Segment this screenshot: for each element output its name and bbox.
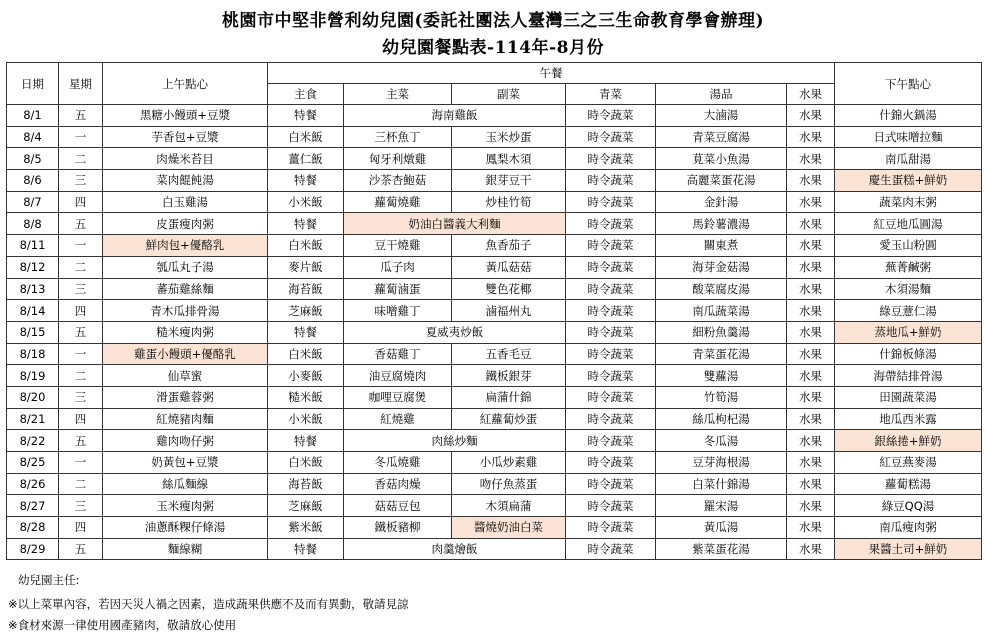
main-dish-cell: 沙茶杏鮑菇 bbox=[344, 170, 452, 192]
pm-snack-cell: 日式味噌拉麵 bbox=[835, 126, 982, 148]
soup-cell: 關東煮 bbox=[656, 235, 787, 257]
header-am-snack: 上午點心 bbox=[103, 63, 268, 105]
table-row bbox=[7, 517, 982, 539]
side-dish-cell: 小瓜炒素雞 bbox=[452, 452, 566, 474]
soup-cell: 莧菜小魚湯 bbox=[656, 148, 787, 170]
weekday-cell: 一 bbox=[59, 452, 103, 474]
vegetable-cell: 時令蔬菜 bbox=[566, 321, 656, 343]
pm-snack-cell: 蕪菁鹹粥 bbox=[835, 256, 982, 278]
fruit-cell: 水果 bbox=[787, 321, 835, 343]
lunch-combined-cell: 夏威夷炒飯 bbox=[344, 321, 566, 343]
table-row bbox=[7, 386, 982, 408]
date-cell: 8/13 bbox=[7, 278, 59, 300]
soup-cell: 青菜豆腐湯 bbox=[656, 126, 787, 148]
vegetable-cell: 時令蔬菜 bbox=[566, 126, 656, 148]
main-dish-cell: 咖哩豆腐煲 bbox=[344, 386, 452, 408]
am-snack-cell: 蕃茄雞絲麵 bbox=[103, 278, 268, 300]
date-cell: 8/28 bbox=[7, 517, 59, 539]
director-label: 幼兒園主任: bbox=[18, 573, 80, 587]
side-dish-cell: 醬燒奶油白菜 bbox=[452, 517, 566, 539]
fruit-cell: 水果 bbox=[787, 256, 835, 278]
staple-cell: 特餐 bbox=[268, 430, 344, 452]
fruit-cell: 水果 bbox=[787, 235, 835, 257]
vegetable-cell: 時令蔬菜 bbox=[566, 343, 656, 365]
date-cell: 8/12 bbox=[7, 256, 59, 278]
page-subtitle: 幼兒園餐點表-114年-8月份 bbox=[382, 38, 604, 58]
weekday-cell: 二 bbox=[59, 148, 103, 170]
staple-cell: 特餐 bbox=[268, 321, 344, 343]
staple-cell: 麥片飯 bbox=[268, 256, 344, 278]
lunch-combined-cell: 海南雞飯 bbox=[344, 105, 566, 127]
table-row bbox=[7, 321, 982, 343]
weekday-cell: 三 bbox=[59, 495, 103, 517]
pm-snack-cell: 什錦火鍋湯 bbox=[835, 105, 982, 127]
weekday-cell: 三 bbox=[59, 278, 103, 300]
soup-cell: 金針湯 bbox=[656, 191, 787, 213]
soup-cell: 白菜什錦湯 bbox=[656, 473, 787, 495]
side-dish-cell: 魚香茄子 bbox=[452, 235, 566, 257]
table-row bbox=[7, 430, 982, 452]
soup-cell: 竹筍湯 bbox=[656, 386, 787, 408]
weekday-cell: 三 bbox=[59, 386, 103, 408]
am-snack-cell: 肉燥米苔目 bbox=[103, 148, 268, 170]
header-main-dish: 主菜 bbox=[344, 84, 452, 105]
table-row bbox=[7, 235, 982, 257]
main-dish-cell: 菇菇豆包 bbox=[344, 495, 452, 517]
pm-snack-cell: 紅豆地瓜圓湯 bbox=[835, 213, 982, 235]
soup-cell: 絲瓜枸杞湯 bbox=[656, 408, 787, 430]
soup-cell: 羅宋湯 bbox=[656, 495, 787, 517]
weekday-cell: 五 bbox=[59, 430, 103, 452]
lunch-combined-cell: 肉羹燴飯 bbox=[344, 538, 566, 560]
weekday-cell: 二 bbox=[59, 365, 103, 387]
side-dish-cell: 吻仔魚蒸蛋 bbox=[452, 473, 566, 495]
weekday-cell: 二 bbox=[59, 256, 103, 278]
vegetable-cell: 時令蔬菜 bbox=[566, 300, 656, 322]
staple-cell: 白米飯 bbox=[268, 452, 344, 474]
side-dish-cell: 滷福州丸 bbox=[452, 300, 566, 322]
pm-snack-cell: 果醬土司+鮮奶 bbox=[835, 538, 982, 560]
date-cell: 8/27 bbox=[7, 495, 59, 517]
vegetable-cell: 時令蔬菜 bbox=[566, 191, 656, 213]
weekday-cell: 四 bbox=[59, 191, 103, 213]
side-dish-cell: 五香毛豆 bbox=[452, 343, 566, 365]
fruit-cell: 水果 bbox=[787, 452, 835, 474]
staple-cell: 特餐 bbox=[268, 538, 344, 560]
staple-cell: 小麥飯 bbox=[268, 365, 344, 387]
staple-cell: 芝麻飯 bbox=[268, 495, 344, 517]
main-dish-cell: 匈牙利燉雞 bbox=[344, 148, 452, 170]
date-cell: 8/8 bbox=[7, 213, 59, 235]
soup-cell: 雙蘿湯 bbox=[656, 365, 787, 387]
vegetable-cell: 時令蔬菜 bbox=[566, 473, 656, 495]
soup-cell: 細粉魚羹湯 bbox=[656, 321, 787, 343]
am-snack-cell: 雞蛋小饅頭+優酪乳 bbox=[103, 343, 268, 365]
fruit-cell: 水果 bbox=[787, 148, 835, 170]
main-dish-cell: 香菇雞丁 bbox=[344, 343, 452, 365]
page-title: 桃園市中堅非營利幼兒園(委託社團法人臺灣三之三生命教育學會辦理) bbox=[221, 11, 765, 31]
fruit-cell: 水果 bbox=[787, 408, 835, 430]
side-dish-cell: 玉米炒蛋 bbox=[452, 126, 566, 148]
soup-cell: 海芽金菇湯 bbox=[656, 256, 787, 278]
pm-snack-cell: 慶生蛋糕+鮮奶 bbox=[835, 170, 982, 192]
weekday-cell: 五 bbox=[59, 321, 103, 343]
weekday-cell: 五 bbox=[59, 213, 103, 235]
date-cell: 8/22 bbox=[7, 430, 59, 452]
fruit-cell: 水果 bbox=[787, 300, 835, 322]
am-snack-cell: 菜肉餛飩湯 bbox=[103, 170, 268, 192]
vegetable-cell: 時令蔬菜 bbox=[566, 213, 656, 235]
soup-cell: 冬瓜湯 bbox=[656, 430, 787, 452]
staple-cell: 紫米飯 bbox=[268, 517, 344, 539]
staple-cell: 特餐 bbox=[268, 105, 344, 127]
main-dish-cell: 豆干燒雞 bbox=[344, 235, 452, 257]
main-dish-cell: 鐵板豬柳 bbox=[344, 517, 452, 539]
pm-snack-cell: 紅豆燕麥湯 bbox=[835, 452, 982, 474]
staple-cell: 芝麻飯 bbox=[268, 300, 344, 322]
am-snack-cell: 仙草蜜 bbox=[103, 365, 268, 387]
table-row bbox=[7, 365, 982, 387]
staple-cell: 海苔飯 bbox=[268, 473, 344, 495]
date-cell: 8/19 bbox=[7, 365, 59, 387]
soup-cell: 大滷湯 bbox=[656, 105, 787, 127]
table-row bbox=[7, 105, 982, 127]
date-cell: 8/29 bbox=[7, 538, 59, 560]
main-dish-cell: 味噌雞丁 bbox=[344, 300, 452, 322]
fruit-cell: 水果 bbox=[787, 278, 835, 300]
staple-cell: 海苔飯 bbox=[268, 278, 344, 300]
staple-cell: 小米飯 bbox=[268, 408, 344, 430]
am-snack-cell: 芋香包+豆漿 bbox=[103, 126, 268, 148]
am-snack-cell: 皮蛋瘦肉粥 bbox=[103, 213, 268, 235]
fruit-cell: 水果 bbox=[787, 517, 835, 539]
table-row bbox=[7, 191, 982, 213]
staple-cell: 特餐 bbox=[268, 213, 344, 235]
header-pm-snack: 下午點心 bbox=[835, 63, 982, 105]
pm-snack-cell: 蔬菜肉末粥 bbox=[835, 191, 982, 213]
staple-cell: 白米飯 bbox=[268, 343, 344, 365]
main-dish-cell: 紅燒雞 bbox=[344, 408, 452, 430]
header-side-dish: 副菜 bbox=[452, 84, 566, 105]
main-dish-cell: 三杯魚丁 bbox=[344, 126, 452, 148]
header-staple: 主食 bbox=[268, 84, 344, 105]
main-dish-cell: 蘿蔔燒雞 bbox=[344, 191, 452, 213]
vegetable-cell: 時令蔬菜 bbox=[566, 105, 656, 127]
pm-snack-cell: 銀絲捲+鮮奶 bbox=[835, 430, 982, 452]
main-dish-cell: 油豆腐燒肉 bbox=[344, 365, 452, 387]
soup-cell: 南瓜蔬菜湯 bbox=[656, 300, 787, 322]
side-dish-cell: 鳳梨木須 bbox=[452, 148, 566, 170]
table-row bbox=[7, 170, 982, 192]
pm-snack-cell: 蒸地瓜+鮮奶 bbox=[835, 321, 982, 343]
weekday-cell: 五 bbox=[59, 538, 103, 560]
vegetable-cell: 時令蔬菜 bbox=[566, 235, 656, 257]
vegetable-cell: 時令蔬菜 bbox=[566, 495, 656, 517]
staple-cell: 糙米飯 bbox=[268, 386, 344, 408]
fruit-cell: 水果 bbox=[787, 538, 835, 560]
table-row bbox=[7, 213, 982, 235]
staple-cell: 白米飯 bbox=[268, 235, 344, 257]
table-row bbox=[7, 538, 982, 560]
side-dish-cell: 炒桂竹筍 bbox=[452, 191, 566, 213]
date-cell: 8/5 bbox=[7, 148, 59, 170]
weekday-cell: 五 bbox=[59, 105, 103, 127]
soup-cell: 豆芽海根湯 bbox=[656, 452, 787, 474]
table-row bbox=[7, 452, 982, 474]
weekday-cell: 二 bbox=[59, 473, 103, 495]
side-dish-cell: 鐵板銀芽 bbox=[452, 365, 566, 387]
vegetable-cell: 時令蔬菜 bbox=[566, 278, 656, 300]
pm-snack-cell: 海帶結排骨湯 bbox=[835, 365, 982, 387]
soup-cell: 黃瓜湯 bbox=[656, 517, 787, 539]
side-dish-cell: 雙色花椰 bbox=[452, 278, 566, 300]
staple-cell: 白米飯 bbox=[268, 126, 344, 148]
side-dish-cell: 紅蘿蔔炒蛋 bbox=[452, 408, 566, 430]
am-snack-cell: 奶黃包+豆漿 bbox=[103, 452, 268, 474]
vegetable-cell: 時令蔬菜 bbox=[566, 386, 656, 408]
pm-snack-cell: 南瓜瘦肉粥 bbox=[835, 517, 982, 539]
side-dish-cell: 銀芽豆干 bbox=[452, 170, 566, 192]
soup-cell: 酸菜腐皮湯 bbox=[656, 278, 787, 300]
am-snack-cell: 紅燒豬肉麵 bbox=[103, 408, 268, 430]
pm-snack-cell: 蘿蔔糕湯 bbox=[835, 473, 982, 495]
lunch-combined-cell: 肉絲炒麵 bbox=[344, 430, 566, 452]
header-weekday: 星期 bbox=[59, 63, 103, 105]
am-snack-cell: 玉米瘦肉粥 bbox=[103, 495, 268, 517]
soup-cell: 青菜蛋花湯 bbox=[656, 343, 787, 365]
soup-cell: 紫菜蛋花湯 bbox=[656, 538, 787, 560]
fruit-cell: 水果 bbox=[787, 170, 835, 192]
vegetable-cell: 時令蔬菜 bbox=[566, 256, 656, 278]
table-row bbox=[7, 278, 982, 300]
header-date: 日期 bbox=[7, 63, 59, 105]
pm-snack-cell: 綠豆薏仁湯 bbox=[835, 300, 982, 322]
pm-snack-cell: 田園蔬菜湯 bbox=[835, 386, 982, 408]
weekday-cell: 一 bbox=[59, 126, 103, 148]
fruit-cell: 水果 bbox=[787, 343, 835, 365]
am-snack-cell: 黑糖小饅頭+豆漿 bbox=[103, 105, 268, 127]
main-dish-cell: 蘿蔔滷蛋 bbox=[344, 278, 452, 300]
staple-cell: 小米飯 bbox=[268, 191, 344, 213]
pm-snack-cell: 綠豆QQ湯 bbox=[835, 495, 982, 517]
date-cell: 8/18 bbox=[7, 343, 59, 365]
fruit-cell: 水果 bbox=[787, 430, 835, 452]
fruit-cell: 水果 bbox=[787, 495, 835, 517]
vegetable-cell: 時令蔬菜 bbox=[566, 170, 656, 192]
soup-cell: 馬鈴薯濃湯 bbox=[656, 213, 787, 235]
am-snack-cell: 雞肉吻仔粥 bbox=[103, 430, 268, 452]
menu-table-body bbox=[7, 105, 982, 560]
header-vegetable: 青菜 bbox=[566, 84, 656, 105]
weekday-cell: 四 bbox=[59, 517, 103, 539]
date-cell: 8/6 bbox=[7, 170, 59, 192]
weekday-cell: 一 bbox=[59, 343, 103, 365]
fruit-cell: 水果 bbox=[787, 365, 835, 387]
table-row bbox=[7, 148, 982, 170]
pm-snack-cell: 愛玉山粉圓 bbox=[835, 235, 982, 257]
date-cell: 8/15 bbox=[7, 321, 59, 343]
main-dish-cell: 瓜子肉 bbox=[344, 256, 452, 278]
date-cell: 8/11 bbox=[7, 235, 59, 257]
am-snack-cell: 麵線糊 bbox=[103, 538, 268, 560]
fruit-cell: 水果 bbox=[787, 386, 835, 408]
vegetable-cell: 時令蔬菜 bbox=[566, 430, 656, 452]
weekday-cell: 三 bbox=[59, 170, 103, 192]
am-snack-cell: 滑蛋雞蓉粥 bbox=[103, 386, 268, 408]
fruit-cell: 水果 bbox=[787, 213, 835, 235]
pm-snack-cell: 地瓜西米露 bbox=[835, 408, 982, 430]
side-dish-cell: 黃瓜菇菇 bbox=[452, 256, 566, 278]
date-cell: 8/14 bbox=[7, 300, 59, 322]
side-dish-cell: 木須扁蒲 bbox=[452, 495, 566, 517]
staple-cell: 薑仁飯 bbox=[268, 148, 344, 170]
header-soup: 湯品 bbox=[656, 84, 787, 105]
staple-cell: 特餐 bbox=[268, 170, 344, 192]
header-fruit: 水果 bbox=[787, 84, 835, 105]
date-cell: 8/21 bbox=[7, 408, 59, 430]
date-cell: 8/7 bbox=[7, 191, 59, 213]
table-row bbox=[7, 256, 982, 278]
pm-snack-cell: 木須湯麵 bbox=[835, 278, 982, 300]
date-cell: 8/20 bbox=[7, 386, 59, 408]
am-snack-cell: 鮮肉包+優酪乳 bbox=[103, 235, 268, 257]
vegetable-cell: 時令蔬菜 bbox=[566, 538, 656, 560]
weekday-cell: 四 bbox=[59, 408, 103, 430]
vegetable-cell: 時令蔬菜 bbox=[566, 408, 656, 430]
table-row bbox=[7, 300, 982, 322]
table-row bbox=[7, 473, 982, 495]
weekday-cell: 一 bbox=[59, 235, 103, 257]
table-row bbox=[7, 408, 982, 430]
table-row bbox=[7, 495, 982, 517]
header-lunch: 午餐 bbox=[268, 63, 835, 84]
table-row bbox=[7, 126, 982, 148]
soup-cell: 高麗菜蛋花湯 bbox=[656, 170, 787, 192]
fruit-cell: 水果 bbox=[787, 126, 835, 148]
weekday-cell: 四 bbox=[59, 300, 103, 322]
vegetable-cell: 時令蔬菜 bbox=[566, 517, 656, 539]
date-cell: 8/26 bbox=[7, 473, 59, 495]
date-cell: 8/1 bbox=[7, 105, 59, 127]
fruit-cell: 水果 bbox=[787, 473, 835, 495]
lunch-combined-cell: 奶油白醬義大利麵 bbox=[344, 213, 566, 235]
date-cell: 8/25 bbox=[7, 452, 59, 474]
note-pork: ※食材來源一律使用國產豬肉，敬請放心使用 bbox=[8, 618, 237, 632]
pm-snack-cell: 什錦板條湯 bbox=[835, 343, 982, 365]
main-dish-cell: 香菇肉燥 bbox=[344, 473, 452, 495]
vegetable-cell: 時令蔬菜 bbox=[566, 148, 656, 170]
date-cell: 8/4 bbox=[7, 126, 59, 148]
table-row bbox=[7, 343, 982, 365]
fruit-cell: 水果 bbox=[787, 191, 835, 213]
menu-table bbox=[6, 62, 982, 560]
am-snack-cell: 白玉雞湯 bbox=[103, 191, 268, 213]
vegetable-cell: 時令蔬菜 bbox=[566, 452, 656, 474]
am-snack-cell: 糙米瘦肉粥 bbox=[103, 321, 268, 343]
am-snack-cell: 絲瓜麵線 bbox=[103, 473, 268, 495]
fruit-cell: 水果 bbox=[787, 105, 835, 127]
am-snack-cell: 油蔥酥粿仔條湯 bbox=[103, 517, 268, 539]
vegetable-cell: 時令蔬菜 bbox=[566, 365, 656, 387]
note-supply: ※以上菜單內容，若因天災人禍之因素，造成蔬果供應不及而有異動，敬請見諒 bbox=[8, 597, 409, 611]
am-snack-cell: 瓠瓜丸子湯 bbox=[103, 256, 268, 278]
am-snack-cell: 青木瓜排骨湯 bbox=[103, 300, 268, 322]
main-dish-cell: 冬瓜燒雞 bbox=[344, 452, 452, 474]
side-dish-cell: 扁蒲什錦 bbox=[452, 386, 566, 408]
pm-snack-cell: 南瓜甜湯 bbox=[835, 148, 982, 170]
